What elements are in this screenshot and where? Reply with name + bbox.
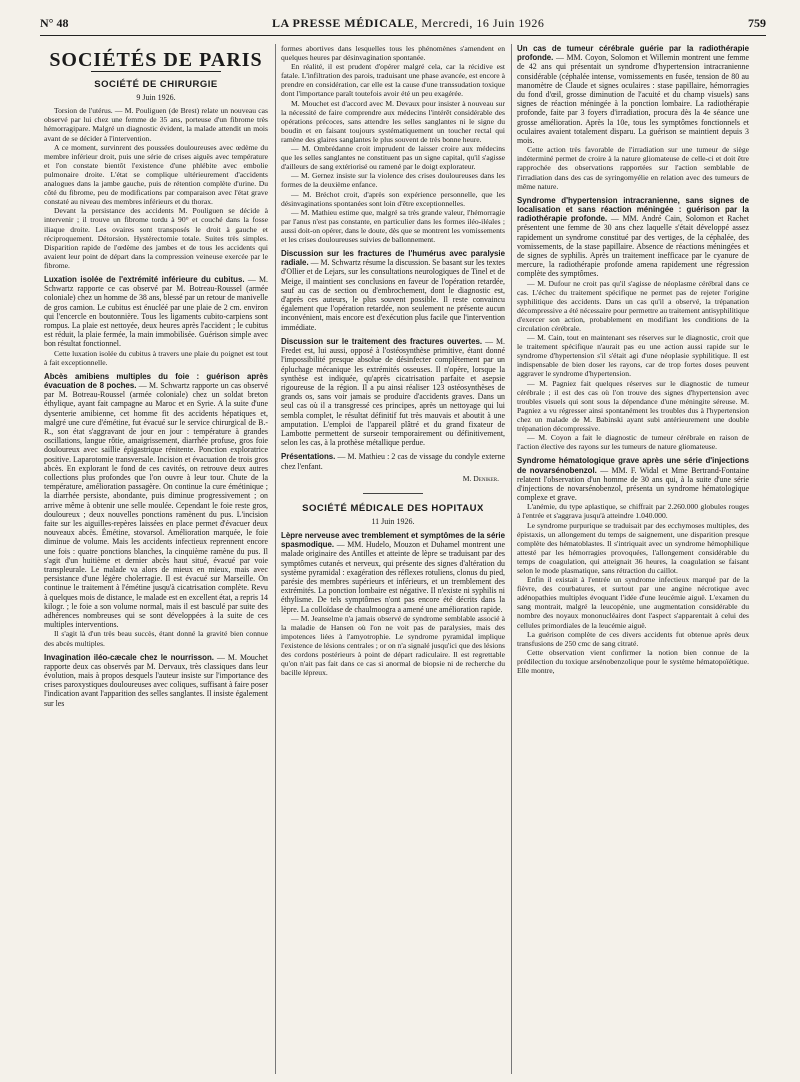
article-body: — M. Schwartz rapporte ce cas observé par M. Botreau-Roussel (armée coloniale) chez un homme de 38 ans, blessé par un retour de manivelle de gros camion. Le cubitus est énucléé par une plaie de 2 cm. environ qui l'encercle en boutonnière. Tous les ligaments cubito-carpiens sont rompus. La plaie est nettoyée, deux heures après l'accident ; le cubitus est réduit, la plaie fermée, la main immobilisée. Guérison simple avec bon résultat fonctionnel.	[44, 274, 268, 349]
section-separator	[363, 493, 423, 494]
article-body: — M. Mathieu : 2 cas de vissage du condyle externe chez l'enfant.	[281, 452, 505, 471]
article-heading: Luxation isolée de l'extrémité inférieure du cubitus.	[44, 274, 245, 284]
paragraph: Cette observation vient confirmer la notion bien connue de la prédilection du toxique arsénobenzolique pour le système hématopoïétique. Elle montre,	[517, 647, 749, 676]
article-heading: Discussion sur les fractures de l'humérus avec paralysie radiale.	[281, 249, 505, 268]
column-divider	[275, 44, 276, 1074]
article-heading: Syndrome d'hypertension intracranienne, sans signes de localisation et sans réaction méningée : guérison par la radiothérapie profonde.	[517, 195, 749, 224]
article-heading: Syndrome hématologique grave après une série d'injections de novarsénobenzol.	[517, 456, 749, 475]
article	[517, 44, 749, 145]
paragraph: Devant la persistance des accidents M. Pouliguen se décide à intervenir ; il trouve un fibrome tordu à 90° et couché dans la fosse iliaque droite. Les ovaires sont transposés le droit à gauche et réciproquement. Détorsion. Hystérectomie totale. Suites très simples. Disparition rapide de l'œdème des jambes et de tous les accidents qui avaient leur point de départ dans la compression veineuse exercée par le fibrome.	[44, 206, 268, 270]
article	[281, 531, 505, 614]
title-rule	[91, 71, 221, 72]
paragraph: A ce moment, survinrent des poussées douloureuses avec œdème du membre inférieur droit, puis une série de crises aiguës avec température et l'on constate bientôt l'existence d'une phlébite avec embolie pulmonaire droite. L'état se complique ultérieurement d'accidents analogues dans la jambe gauche, puis de rétention complète d'urine. Du côté du fibrome, peu de modifications par comparaison avec l'état grave constaté au niveau des membres inférieurs et du thorax.	[44, 142, 268, 207]
article-body: — M. Mouchet rapporte deux cas observés par M. Dervaux, très classiques dans leur évolution, mais à propos desquels l'auteur insiste sur l'importance des crises paroxystiques douloureuses avec coliques, suffisant à faire poser l'indication avant l'apparition des selles sanglantes. Il insiste également sur les	[44, 652, 268, 708]
paragraph: Le syndrome purpurique se traduisait par des ecchymoses multiples, des épistaxis, un allongement du temps de saignement, une disparition presque complète des hématoblastes. Il s'intriquait avec un syndrome hémophilique attesté par les hémorragies provoquées, l'allongement considérable du temps de coagulation, qui atteignait 36 heures, la coagulation se faisant selon le mode plasmatique, sans rétraction du caillot.	[517, 520, 749, 575]
article	[44, 372, 268, 630]
article-body: — MM. André Cain, Solomon et Rachet présentent une femme de 30 ans chez laquelle s'était développé assez rapidement un syndrome constitué par des vertiges, de la céphalée, des vomissements, de la stase papillaire. Absence de réactions méningées et de signes de syphilis. Après un traitement inefficace par le cyanure de mercure, la radiothérapie profonde amena rapidement une régression complète des symptômes.	[517, 214, 749, 279]
paragraph: Enfin il existait à l'entrée un syndrome infectieux marqué par de la fièvre, des courbatures, et surtout par une angine nécrotique avec adénopathies multiples évoquant l'idée d'une leucémie aiguë. L'examen du sang montrait, malgré la leucopénie, une augmentation considérable du nombre des noyaux mononucléaires dont l'aspect s'apparentait à celui des cellules primordiales de la leucémie aiguë.	[517, 575, 749, 630]
paragraph: Cette luxation isolée du cubitus à travers une plaie du poignet est tout à fait exceptionnelle.	[44, 348, 268, 367]
column-1	[44, 44, 268, 1074]
article	[281, 452, 505, 470]
paragraph: — M. Jeanselme n'a jamais observé de syndrome semblable associé à la maladie de Hansen où l'on ne voit pas de paralysies, mais des impotences liées à l'amyotrophie. Le syndrome pyramidal implique l'existence de lésions centrales ; or on n'a signalé jusqu'ici que des lésions des cordons postérieurs à point de départ radiculaire. Il est regrettable qu'on n'ait pas fait dans ce cas si anormal de biopsie ni de recherche du bacille lépreux.	[281, 613, 505, 678]
article-heading: Un cas de tumeur cérébrale guérie par la radiothérapie profonde.	[517, 44, 749, 63]
paragraph: — M. Mathieu estime que, malgré sa très grande valeur, l'hémorragie par l'anus n'est pas constante, en particulier dans les formes iléo-iléales ; aussi doit-on opérer, dans le doute, dès que se montrent les vomissements et les crises douloureuses suivies de ballonnement.	[281, 207, 505, 244]
column-3	[517, 44, 749, 1074]
paragraph: M. Mouchet est d'accord avec M. Devaux pour insister à nouveau sur la nécessité de faire comprendre aux médecins l'intérêt considérable des opérations précoces, sans attendre les selles sanglantes ni le signe du boudin et en faisant toujours systématiquement un toucher rectal qui ramène des glaires sanglantes le plus souvent de très bonne heure.	[281, 98, 505, 144]
article	[281, 249, 505, 332]
session-date: 11 Juin 1926.	[371, 516, 415, 526]
paragraph: — M. Bréchot croit, d'après son expérience personnelle, que les désinvaginations spontanées sont loin d'être exceptionnelles.	[281, 189, 505, 208]
article-body: — MM. Coyon, Solomon et Willemin montrent une femme de 42 ans qui présentait un syndrome d'hypertension intracranienne considérable (céphalée intense, vomissements en fusée, tension de 80 au manomètre de Claude et signes oculaires : stase papillaire, hémorragies du fond d'œil, grosse diminution de l'acuité et du champ visuels) sans signes de réaction méningée à la ponction lombaire. La radiothérapie profonde, faite par 3 foyers d'irradiation, procura dès la 4e séance une grosse amélioration. Après la 10e, tous les symptômes fonctionnels et oculaires avaient totalement disparu. La guérison se maintient depuis 3 mois.	[517, 53, 749, 146]
paragraph: La guérison complète de ces divers accidents fut obtenue après deux transfusions de 250 cmc de sang citraté.	[517, 629, 749, 648]
article-body: — M. Fredet est, lui aussi, opposé à l'ostéosynthèse primitive, étant donné l'impossibilité presque absolue de désinfecter complètement par un épluchage mécanique les extrémités osseuses. Il n'opère, lorsque la synthèse est indiquée, qu'après cicatrisation parfaite et asepsie rigoureuse de la région. Il a pu ainsi réaliser 123 ostéosynthèses de grands os, sans voir jamais se produire d'accidents graves. Dans un seul cas où il a transgressé ces principes, après un nettoyage qui lui sembla complet, le résultat définitif fut très mauvais et aboutit à une amputation. L'emploi de l'appareil plâtré et du grand fixateur de Lambotte permettent de surseoir temporairement ou définitivement, selon les cas, à la prothèse métallique perdue.	[281, 336, 505, 448]
paragraph: Cette action très favorable de l'irradiation sur une tumeur de siège indéterminé permet de croire à la nature gliomateuse de celle-ci et doit être rapprochée des observations rapportées sur l'action semblable de l'irradiation dans des cas de syringomyélie en relation avec des tumeurs de même nature.	[517, 145, 749, 191]
journal-title: LA PRESSE MÉDICALE	[272, 15, 415, 30]
article-heading: Présentations.	[281, 452, 336, 462]
author-signature: M. Deniker.	[462, 473, 499, 483]
paragraph: formes abortives dans lesquelles tous les phénomènes s'amendent en quelques heures par désinvagination spontanée.	[281, 44, 505, 63]
article-heading: Invagination iléo-cæcale chez le nourrisson.	[44, 652, 214, 662]
article-heading: Abcès amibiens multiples du foie : guérison après évacuation de 8 poches.	[44, 371, 268, 390]
article	[44, 653, 268, 708]
session-date: 9 Juin 1926.	[136, 93, 176, 103]
paragraph: — M. Pagniez fait quelques réserves sur le diagnostic de tumeur cérébrale ; il est des cas où l'on trouve des signes d'hypertension avec troubles visuels qui sont sous la dépendance d'une méningite séreuse. M. Pagniez a vu régresser ainsi spontanément les troubles dus à l'hypertension chez un malade de M. Babinski ayant subi antérieurement une double trépanation décompressive.	[517, 378, 749, 434]
paragraph: — M. Coyon a fait le diagnostic de tumeur cérébrale en raison de l'action élective des rayons sur les tumeurs de nature gliomateuse.	[517, 433, 749, 452]
header-rule	[40, 35, 766, 36]
paragraph: En réalité, il est prudent d'opérer malgré cela, car la récidive est fatale. L'infiltration des parois, traduisant une phase avancée, est encore à prendre en considération, car elle est la cause d'une transsudation toxique dont l'importance paraît toutefois avoir été un peu exagérée.	[281, 62, 505, 99]
article-body: — MM. F. Widal et Mme Bertrand-Fontaine relatent l'observation d'un homme de 30 ans qui, à la suite d'une série d'injections de novarsénobenzol, présenta un syndrome hématologique complexe et grave.	[517, 465, 749, 503]
paragraph: Torsion de l'utérus. — M. Pouliguen (de Brest) relate un nouveau cas observé par lui chez une femme de 35 ans, porteuse d'un fibrome très hémorragipare. Malgré un diagnostic évident, la malade attendit un mois avant de se décider à l'intervention.	[44, 106, 268, 143]
article	[281, 337, 505, 447]
paragraph: — M. Ombrédanne croit imprudent de laisser croire aux médecins que les selles sanglantes ne constituent pas un signe capital, qu'il s'agisse d'ailleurs de sang extériorisé ou ramené par le doigt explorateur.	[281, 144, 505, 172]
article-body: — MM. Hudelo, Mouzon et Duhamel montrent une malade originaire des Antilles et atteinte de lèpre se traduisant par des symptômes cutanés et nerveux, qui présente des signes d'altération du système pyramidal : exagération des réflexes rotuliens, clonus du pied, parésie des membres supérieurs et inférieurs, et un tremblement des extrémités. La ponction lombaire est négative. Il n'existe ni syphilis ni éthylisme. De tels symptômes n'ont pas encore été décrits dans la lèpre. La colloïdase de chaulmoogra a amené une amélioration rapide.	[281, 540, 505, 614]
issue-date: , Mercredi, 16 Juin 1926	[414, 15, 545, 30]
page-header	[40, 14, 766, 32]
page-number: 759	[747, 15, 766, 30]
paragraph: Il s'agit là d'un très beau succès, étant donné la gravité bien connue des abcès multiples.	[44, 629, 268, 648]
paragraph: — M. Cain, tout en maintenant ses réserves sur le diagnostic, croit que le traitement spécifique n'aurait pas eu une action aussi rapide sur le syndrome d'hypertension s'il s'était agi d'une néoplasie syphilitique. Il est indispensable de bien doser les rayons, car de trop fortes doses peuvent aggraver le syndrome d'hypertension.	[517, 333, 749, 379]
issue-number: N° 48	[40, 15, 69, 30]
paragraph: — M. Gernez insiste sur la violence des crises douloureuses dans les formes de la deuxième enfance.	[281, 171, 505, 190]
society-name: SOCIÉTÉ DE CHIRURGIE	[94, 79, 218, 91]
journal-masthead	[272, 16, 544, 31]
article-body: — M. Schwartz résume la discussion. Se basant sur les textes d'Ollier et de Lejars, sur les consultations neurologiques de Tinel et de Meige, il maintient ses conclusions en faveur de l'opération retardée, sauf au cas de section ou d'embrochement, dont le diagnostic est, d'après ces auteurs, le plus souvent possible. Il reste convaincu également que l'opération retardée, non seulement ne présente aucun inconvénient, mais encore est d'exécution plus facile que l'intervention immédiate.	[281, 258, 505, 332]
society-name: SOCIÉTÉ MÉDICALE DES HOPITAUX	[302, 502, 484, 514]
article	[517, 196, 749, 279]
article	[44, 275, 268, 349]
paragraph: L'anémie, du type aplastique, se chiffrait par 2.260.000 globules rouges à l'entrée et s'aggrava jusqu'à atteindre 1.040.000.	[517, 502, 749, 521]
paragraph: — M. Dufour ne croit pas qu'il s'agisse de néoplasme cérébral dans ce cas. L'échec du traitement spécifique ne permet pas de rejeter l'origine syphilitique des accidents. Dans un cas qu'il a observé, la trépanation décompressive a été nécessaire pour permettre au traitement antisyphilitique d'exercer son action, probablement en modifiant les conditions de la circulation cérébrale.	[517, 278, 749, 333]
article-heading: Lèpre nerveuse avec tremblement et symptômes de la série spasmodique.	[281, 531, 505, 550]
article-body: — M. Schwartz rapporte un cas observé par M. Botreau-Roussel (armée coloniale) chez un soldat breton éthylique, ayant fait campagne au Maroc et en Syrie. A la suite d'une dysenterie amibienne, cet homme fit des accidents hépatiques et, malgré une cure d'émétine, fut évacué sur le service chirurgical de B.-R., son état s'aggravant de jour en jour : température à grandes oscillations, langue rôtie, amaigrissement, diarrhée profuse, gros foie douloureux avec saillie épigastrique rénitente. Ponction exploratrice positive. Laparotomie transversale. Incision et évacuation de trois gros abcès. En explorant le fond de ces cavités, on retrouve deux autres collections plus profondes que l'on ouvre à leur tour. Chute de la température, amélioration passagère. On continue la cure émétinique ; la diarrhée persiste, abondante, puis diminue progressivement ; on arrive même à obtenir une selle moulée. Cependant le foie reste gros, douloureux ; deux nouvelles ponctions ramènent du pus. L'incision faite sur les aiguilles-repères laissées en place permet d'évacuer deux nouveaux abcès. Émétine, stovarsol. Amélioration marquée, le foie diminue de volume. Mais les accidents infectieux reprennent encore une fois : quatre ponctions blanches, la cinquième ramène du pus. Il s'agit d'un huitième et dernier abcès haut situé, évacué par voie transpleurale. Le malade va alors de mieux en mieux, mais avec persistance d'une légère cholerragie. Il est évacué sur Marseille. On continue le traitement à l'émétine jusqu'à cicatrisation complète. Revu à quelques mois de distance, le malade est en excellent état, a repris 14 kilogr. ; le foie a son volume normal, mais il est basculé par suite des adhérences nombreuses qui se sont développées à la suite de ces multiples interventions.	[44, 380, 268, 630]
column-2	[281, 44, 505, 1074]
article-heading: Discussion sur le traitement des fractures ouvertes.	[281, 336, 483, 346]
section-title: SOCIÉTÉS DE PARIS	[49, 49, 263, 71]
column-divider	[511, 44, 512, 1074]
article	[517, 456, 749, 502]
